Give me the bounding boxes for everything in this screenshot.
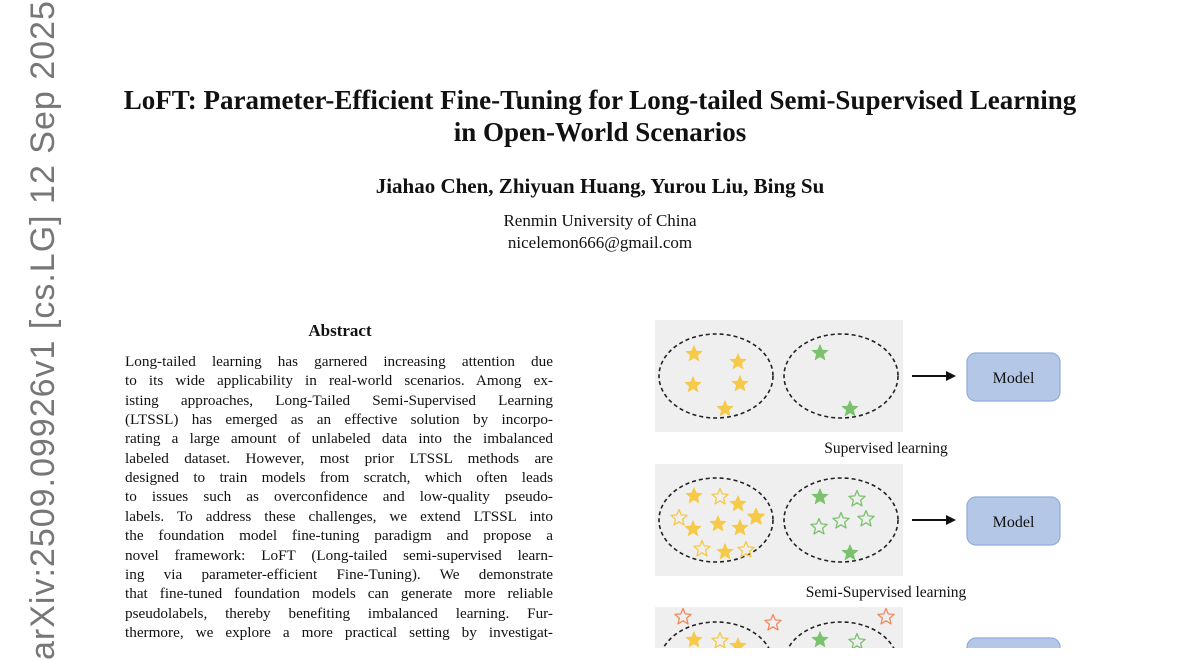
abstract-line: rating a large amount of unlabeled data into the imbalanced <box>125 430 553 448</box>
abstract-line: labels. To address these challenges, we extend LTSSL into <box>125 507 553 525</box>
author-list: Jiahao Chen, Zhiyuan Huang, Yurou Liu, Bing Su <box>375 174 825 198</box>
panel-background <box>655 464 903 576</box>
title-line-2: in Open-World Scenarios <box>453 117 747 147</box>
abstract-line: thermore, we explore a more practical setting by investigat- <box>125 623 553 641</box>
abstract-line: to its wide applicability in real-world scenarios. Among ex- <box>125 372 553 390</box>
panel-background <box>655 320 903 432</box>
email: nicelemon666@gmail.com <box>507 233 693 252</box>
model-box <box>967 638 1060 648</box>
arrow-head <box>946 515 956 525</box>
abstract-line: designed to train models from scratch, which often leads <box>125 469 553 487</box>
caption-supervised: Supervised learning <box>824 440 948 457</box>
abstract-line: labeled dataset. However, most prior LTSSL methods are <box>125 449 553 467</box>
teaser-figure <box>650 318 1070 653</box>
caption-semi-supervised: Semi-Supervised learning <box>805 584 967 601</box>
abstract-line: that fine-tuned foundation models can generate more reliable <box>125 585 553 603</box>
title-line-1: LoFT: Parameter-Efficient Fine-Tuning for Long-tailed Semi-Supervised Learning <box>123 85 1077 115</box>
model-label: Model <box>992 514 1035 531</box>
arrow-head <box>946 371 956 381</box>
affiliation: Renmin University of China <box>503 211 697 230</box>
abstract-line: Long-tailed learning has garnered increasing attention due <box>125 353 553 370</box>
affiliation-block <box>0 210 1200 254</box>
abstract-line: (LTSSL) has emerged as an effective solution by incorpo- <box>125 411 553 429</box>
abstract-line: novel framework: LoFT (Long-tailed semi-supervised learn- <box>125 546 553 564</box>
abstract-line: isting approaches, Long-Tailed Semi-Supervised Learning <box>125 391 553 409</box>
model-label: Model <box>992 370 1035 387</box>
arxiv-stamp: arXiv:2509.09926v1 [cs.LG] 12 Sep 2025 <box>24 0 62 660</box>
abstract-line: pseudolabels, thereby benefiting imbalanced learning. Fur- <box>125 604 553 622</box>
paper-title <box>0 84 1200 148</box>
abstract-line: to issues such as overconfidence and low-quality pseudo- <box>125 488 553 506</box>
abstract-line: the foundation model fine-tuning paradigm and propose a <box>125 527 553 545</box>
abstract-heading: Abstract <box>308 321 372 340</box>
abstract-line: ing via parameter-efficient Fine-Tuning). We demonstrate <box>125 565 553 583</box>
